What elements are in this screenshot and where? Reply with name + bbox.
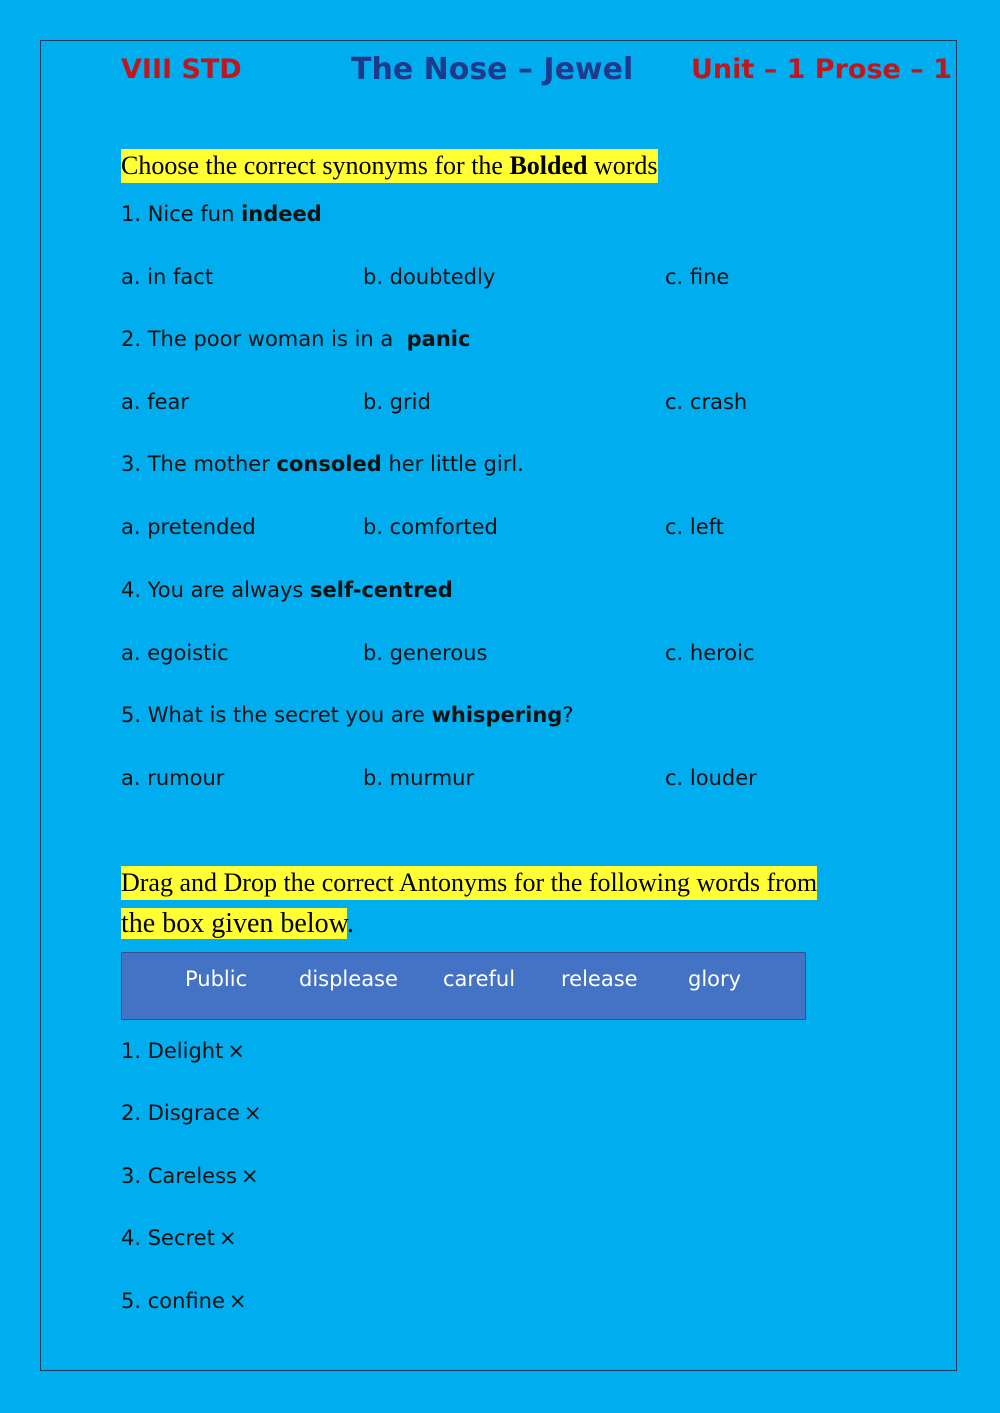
unit-label: Unit – 1 Prose – 1 [691,54,952,85]
q5-option-a[interactable]: a. rumour [121,766,225,790]
question-text-end: ? [562,703,574,727]
q3-option-c[interactable]: c. left [665,515,724,539]
q5-option-b[interactable]: b. murmur [363,766,475,790]
question-text: 1. Nice fun [121,202,242,226]
word-chip-public[interactable]: Public [185,967,248,991]
question-keyword: panic [406,327,471,351]
synonyms-instruction [121,149,658,183]
q4-option-c[interactable]: c. heroic [665,641,755,665]
antonym-word: 2. Disgrace [121,1101,240,1125]
antonym-item-3 [121,1164,259,1188]
wrong-mark-icon: × [227,1039,245,1063]
q2-option-a[interactable]: a. fear [121,390,190,414]
q4-option-a[interactable]: a. egoistic [121,641,229,665]
antonyms-instruction-line-2 [121,906,354,942]
word-chip-careful[interactable]: careful [443,967,516,991]
q5-option-c[interactable]: c. louder [665,766,757,790]
question-1 [121,202,322,226]
question-text-end: her little girl. [381,452,524,476]
question-3 [121,452,524,476]
instruction-text-end: words [587,151,658,180]
antonyms-instruction-line-1: Drag and Drop the correct Antonyms for the following words from [121,866,817,900]
antonym-item-2 [121,1101,262,1125]
antonym-item-4 [121,1226,236,1250]
class-label: VIII STD [121,54,242,85]
q1-option-b[interactable]: b. doubtedly [363,265,496,289]
antonym-item-5 [121,1289,246,1313]
lesson-title: The Nose – Jewel [351,52,634,87]
question-keyword: indeed [241,202,322,226]
antonym-word: 4. Secret [121,1226,215,1250]
question-text: 3. The mother [121,452,277,476]
question-4 [121,578,453,602]
antonym-word: 3. Careless [121,1164,237,1188]
question-text: 4. You are always [121,578,311,602]
question-keyword: whispering [431,703,563,727]
question-2 [121,327,470,351]
q3-option-a[interactable]: a. pretended [121,515,256,539]
word-chip-displease[interactable]: displease [299,967,398,991]
question-keyword: consoled [276,452,382,476]
wrong-mark-icon: × [228,1289,247,1313]
word-bank-box [121,952,806,1020]
word-chip-release[interactable]: release [561,967,638,991]
question-text: 2. The poor woman is in a [121,327,407,351]
question-keyword: self-centred [310,578,453,602]
instruction-text: Choose the correct synonyms for the [121,151,510,180]
instruction-highlight: the box given below [121,908,348,939]
antonym-word: 1. Delight [121,1039,224,1063]
q2-option-b[interactable]: b. grid [363,390,431,414]
antonym-word: 5. confine [121,1289,225,1313]
instruction-bold-text: Bolded [509,151,588,180]
q1-option-c[interactable]: c. fine [665,265,730,289]
q4-option-b[interactable]: b. generous [363,641,488,665]
q1-option-a[interactable]: a. in fact [121,265,214,289]
wrong-mark-icon: × [240,1164,259,1188]
question-5 [121,703,574,727]
q2-option-c[interactable]: c. crash [665,390,748,414]
word-chip-glory[interactable]: glory [688,967,742,991]
antonym-item-1 [121,1039,245,1063]
q3-option-b[interactable]: b. comforted [363,515,498,539]
question-text: 5. What is the secret you are [121,703,432,727]
instruction-period: . [347,908,355,939]
wrong-mark-icon: × [218,1226,237,1250]
wrong-mark-icon: × [243,1101,262,1125]
